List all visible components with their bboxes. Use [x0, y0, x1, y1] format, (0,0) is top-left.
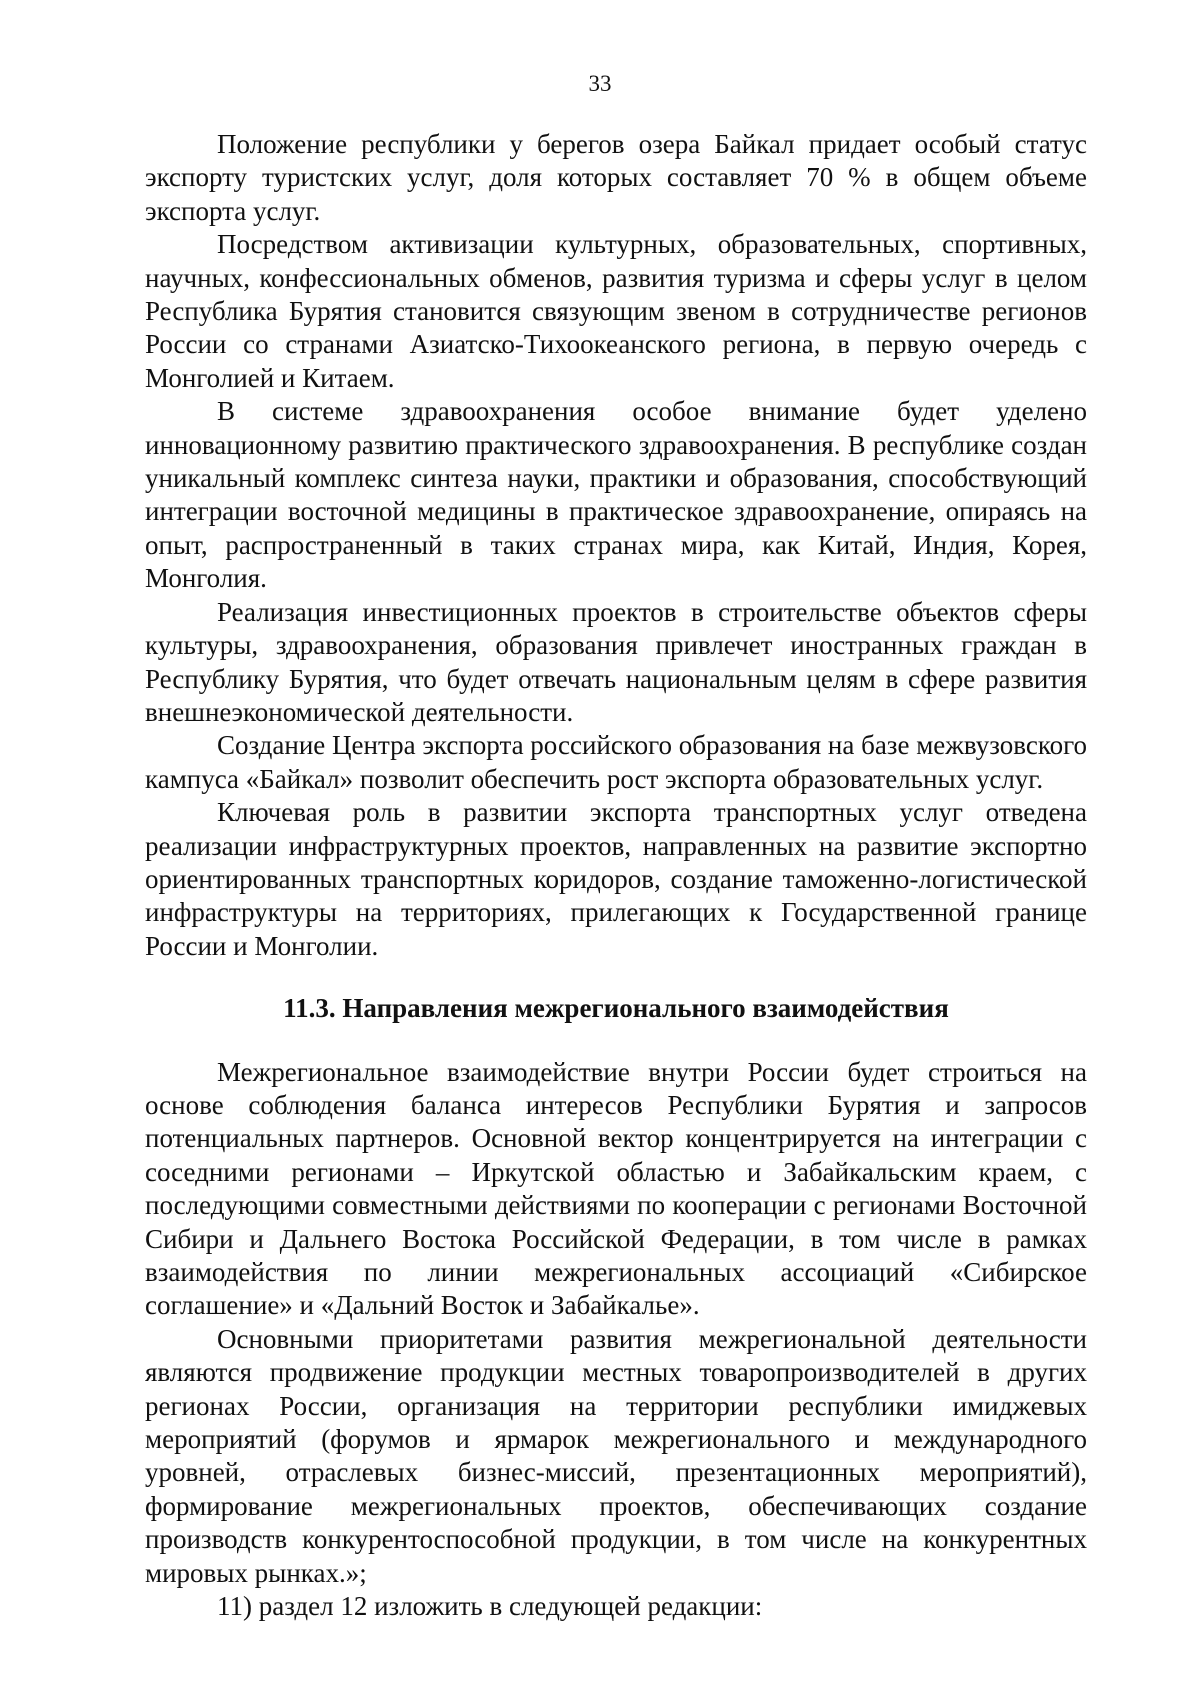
- paragraph: Ключевая роль в развитии экспорта транспортных услуг отведена реализации инфраструктурных проектов, направленных на развитие экспортно ориентированных транспортных коридоров, создание таможенно-логистической инфраструктуры на территориях, прилегающих к Государственной границе России и Монголии.: [145, 797, 1087, 961]
- paragraph: Создание Центра экспорта российского образования на базе межвузовского кампуса «Байкал» позволит обеспечить рост экспорта образовательных услуг.: [145, 730, 1087, 794]
- paragraph: Реализация инвестиционных проектов в строительстве объектов сферы культуры, здравоохранения, образования привлечет иностранных граждан в Республику Бурятия, что будет отвечать национальным целям в сфере развития внешнеэкономической деятельности.: [145, 596, 1087, 727]
- paragraph: В системе здравоохранения особое внимание будет уделено инновационному развитию практического здравоохранения. В республике создан уникальный комплекс синтеза науки, практики и образования, способствующий интеграции восточной медицины в практическое здравоохранение, опираясь на опыт, распространенный в таких странах мира, как Китай, Индия, Корея, Монголия.: [145, 396, 1087, 594]
- amendment-item: 11) раздел 12 изложить в следующей редакции:: [217, 1591, 763, 1622]
- document-body: [145, 128, 1087, 1623]
- paragraph: Межрегиональное взаимодействие внутри России будет строиться на основе соблюдения баланса интересов Республики Бурятия и запросов потенциальных партнеров. Основной вектор концентрируется на интеграции с соседними регионами – Иркутской областью и Забайкальским краем, с последующими совместными действиями по кооперации с регионами Восточной Сибири и Дальнего Востока Российской Федерации, в том числе в рамках взаимодействия по линии межрегиональных ассоциаций «Сибирское соглашение» и «Дальний Восток и Забайкалье».: [145, 1056, 1087, 1321]
- paragraph: Посредством активизации культурных, образовательных, спортивных, научных, конфессиональных обменов, развития туризма и сферы услуг в целом Республика Бурятия становится связующим звеном в сотрудничестве регионов России со странами Азиатско-Тихоокеанского региона, в первую очередь с Монголией и Китаем.: [145, 229, 1087, 393]
- paragraph: Основными приоритетами развития межрегиональной деятельности являются продвижение продукции местных товаропроизводителей в других регионах России, организация на территории республики имиджевых мероприятий (форумов и ярмарок межрегионального и международного уровней, отраслевых бизнес-миссий, презентационных мероприятий), формирование межрегиональных проектов, обеспечивающих создание производств конкурентоспособной продукции, в том числе на конкурентных мировых рынках.»;: [145, 1323, 1087, 1588]
- page-number: 33: [588, 71, 612, 96]
- section-heading: 11.3. Направления межрегионального взаимодействия: [283, 993, 949, 1024]
- paragraph: Положение республики у берегов озера Байкал придает особый статус экспорту туристских услуг, доля которых составляет 70 % в общем объеме экспорта услуг.: [145, 129, 1087, 226]
